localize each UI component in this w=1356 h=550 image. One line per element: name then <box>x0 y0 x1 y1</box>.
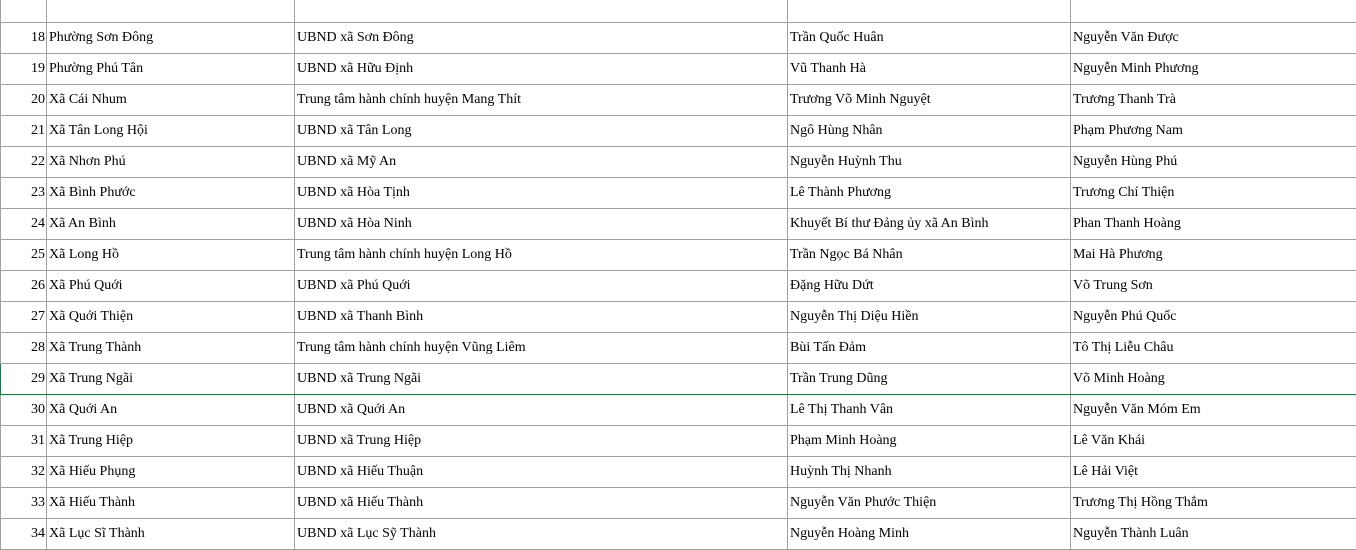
cell-secretary[interactable]: Bùi Tấn Đảm <box>788 333 1071 364</box>
cell-unit[interactable]: Xã Tân Long Hội <box>47 116 295 147</box>
cell-secretary[interactable]: Nguyễn Thị Diệu Hiền <box>788 302 1071 333</box>
cell-no[interactable]: 25 <box>1 240 47 271</box>
cell-unit[interactable]: Xã Nhơn Phú <box>47 147 295 178</box>
cell-no[interactable]: 23 <box>1 178 47 209</box>
table-row[interactable] <box>1 240 1356 271</box>
cell-secretary[interactable]: Trần Quốc Huân <box>788 23 1071 54</box>
cell-chairman[interactable]: Tô Thị Liễu Châu <box>1071 333 1356 364</box>
cell-no[interactable]: 28 <box>1 333 47 364</box>
cell-secretary[interactable]: Trần Trung Dũng <box>788 364 1071 395</box>
table-row[interactable] <box>1 116 1356 147</box>
table-row[interactable] <box>1 302 1356 333</box>
cell-unit[interactable] <box>47 0 295 23</box>
cell-chairman[interactable] <box>1071 0 1356 23</box>
cell-unit[interactable]: Xã An Bình <box>47 209 295 240</box>
cell-chairman[interactable]: Trương Thị Hồng Thắm <box>1071 488 1356 519</box>
cell-no[interactable]: 26 <box>1 271 47 302</box>
table-row[interactable] <box>1 209 1356 240</box>
table-row-selected[interactable] <box>1 364 1356 395</box>
table-row[interactable] <box>1 271 1356 302</box>
cell-hq[interactable]: UBND xã Hiếu Thành <box>295 488 788 519</box>
cell-secretary[interactable]: Lê Thành Phương <box>788 178 1071 209</box>
cell-chairman[interactable]: Võ Trung Sơn <box>1071 271 1356 302</box>
cell-unit[interactable]: Xã Cái Nhum <box>47 85 295 116</box>
cell-no[interactable]: 27 <box>1 302 47 333</box>
cell-chairman[interactable]: Nguyễn Văn Được <box>1071 23 1356 54</box>
cell-unit[interactable]: Phường Sơn Đông <box>47 23 295 54</box>
cell-chairman[interactable]: Lê Văn Khái <box>1071 426 1356 457</box>
cell-no[interactable]: 21 <box>1 116 47 147</box>
cell-unit[interactable]: Xã Hiếu Phụng <box>47 457 295 488</box>
cell-secretary[interactable]: Trần Ngọc Bá Nhân <box>788 240 1071 271</box>
table-row[interactable] <box>1 147 1356 178</box>
cell-no[interactable]: 24 <box>1 209 47 240</box>
cell-secretary[interactable] <box>788 0 1071 23</box>
cell-hq[interactable]: Trung tâm hành chính huyện Mang Thít <box>295 85 788 116</box>
table-row[interactable] <box>1 333 1356 364</box>
cell-secretary[interactable]: Trương Võ Minh Nguyệt <box>788 85 1071 116</box>
cell-no[interactable]: 32 <box>1 457 47 488</box>
cell-hq[interactable]: UBND xã Hữu Định <box>295 54 788 85</box>
cell-hq[interactable]: UBND xã Mỹ An <box>295 147 788 178</box>
cell-secretary[interactable]: Khuyết Bí thư Đảng ủy xã An Bình <box>788 209 1071 240</box>
cell-chairman[interactable]: Lê Hải Việt <box>1071 457 1356 488</box>
table-row[interactable] <box>1 178 1356 209</box>
cell-no[interactable]: 18 <box>1 23 47 54</box>
cell-unit[interactable]: Xã Quới Thiện <box>47 302 295 333</box>
cell-no[interactable]: 34 <box>1 519 47 550</box>
cell-no[interactable] <box>1 0 47 23</box>
table-row[interactable] <box>1 519 1356 550</box>
table-row[interactable] <box>1 23 1356 54</box>
cell-hq[interactable]: UBND xã Quới An <box>295 395 788 426</box>
cell-hq[interactable]: UBND xã Trung Hiệp <box>295 426 788 457</box>
table-row[interactable] <box>1 426 1356 457</box>
cell-hq[interactable]: UBND xã Hòa Ninh <box>295 209 788 240</box>
cell-chairman[interactable]: Trương Thanh Trà <box>1071 85 1356 116</box>
cell-hq[interactable]: UBND xã Lục Sỹ Thành <box>295 519 788 550</box>
table-row[interactable] <box>1 85 1356 116</box>
cell-chairman[interactable]: Trương Chí Thiện <box>1071 178 1356 209</box>
cell-chairman[interactable]: Nguyễn Minh Phương <box>1071 54 1356 85</box>
cell-no[interactable]: 22 <box>1 147 47 178</box>
cell-unit[interactable]: Xã Bình Phước <box>47 178 295 209</box>
cell-chairman[interactable]: Nguyễn Hùng Phú <box>1071 147 1356 178</box>
cell-secretary[interactable]: Nguyễn Văn Phước Thiện <box>788 488 1071 519</box>
cell-secretary[interactable]: Đặng Hữu Dứt <box>788 271 1071 302</box>
cell-secretary[interactable]: Huỳnh Thị Nhanh <box>788 457 1071 488</box>
cell-hq[interactable]: UBND xã Hiếu Thuận <box>295 457 788 488</box>
cell-hq[interactable]: UBND xã Sơn Đông <box>295 23 788 54</box>
cell-unit[interactable]: Xã Trung Hiệp <box>47 426 295 457</box>
cell-hq[interactable] <box>295 0 788 23</box>
table-row[interactable] <box>1 488 1356 519</box>
cell-secretary[interactable]: Nguyễn Hoàng Minh <box>788 519 1071 550</box>
table-row[interactable] <box>1 395 1356 426</box>
cell-chairman[interactable]: Võ Minh Hoàng <box>1071 364 1356 395</box>
cell-chairman[interactable]: Nguyễn Văn Móm Em <box>1071 395 1356 426</box>
cell-unit[interactable]: Xã Trung Thành <box>47 333 295 364</box>
cell-no[interactable]: 31 <box>1 426 47 457</box>
cell-secretary[interactable]: Nguyễn Huỳnh Thu <box>788 147 1071 178</box>
table-row[interactable] <box>1 54 1356 85</box>
cell-chairman[interactable]: Phạm Phương Nam <box>1071 116 1356 147</box>
cell-no[interactable]: 19 <box>1 54 47 85</box>
cell-secretary[interactable]: Vũ Thanh Hà <box>788 54 1071 85</box>
cell-hq[interactable]: Trung tâm hành chính huyện Vũng Liêm <box>295 333 788 364</box>
cell-no[interactable]: 30 <box>1 395 47 426</box>
cell-unit[interactable]: Xã Quới An <box>47 395 295 426</box>
cell-chairman[interactable]: Nguyễn Thành Luân <box>1071 519 1356 550</box>
cell-hq[interactable]: UBND xã Tân Long <box>295 116 788 147</box>
table-row[interactable] <box>1 0 1356 23</box>
cell-chairman[interactable]: Phan Thanh Hoàng <box>1071 209 1356 240</box>
cell-secretary[interactable]: Phạm Minh Hoàng <box>788 426 1071 457</box>
cell-hq[interactable]: UBND xã Phú Quới <box>295 271 788 302</box>
cell-no[interactable]: 20 <box>1 85 47 116</box>
cell-hq[interactable]: Trung tâm hành chính huyện Long Hồ <box>295 240 788 271</box>
cell-no[interactable]: 33 <box>1 488 47 519</box>
table-row[interactable] <box>1 457 1356 488</box>
cell-unit[interactable]: Xã Hiếu Thành <box>47 488 295 519</box>
cell-chairman[interactable]: Mai Hà Phương <box>1071 240 1356 271</box>
cell-no[interactable]: 29 <box>1 364 47 395</box>
cell-hq[interactable]: UBND xã Trung Ngãi <box>295 364 788 395</box>
cell-secretary[interactable]: Lê Thị Thanh Vân <box>788 395 1071 426</box>
cell-hq[interactable]: UBND xã Thanh Bình <box>295 302 788 333</box>
cell-hq[interactable]: UBND xã Hòa Tịnh <box>295 178 788 209</box>
cell-unit[interactable]: Xã Long Hồ <box>47 240 295 271</box>
cell-unit[interactable]: Phường Phú Tân <box>47 54 295 85</box>
cell-secretary[interactable]: Ngô Hùng Nhân <box>788 116 1071 147</box>
table-body <box>1 0 1356 550</box>
cell-unit[interactable]: Xã Trung Ngãi <box>47 364 295 395</box>
cell-chairman[interactable]: Nguyễn Phú Quốc <box>1071 302 1356 333</box>
cell-unit[interactable]: Xã Lục Sĩ Thành <box>47 519 295 550</box>
cell-unit[interactable]: Xã Phú Quới <box>47 271 295 302</box>
